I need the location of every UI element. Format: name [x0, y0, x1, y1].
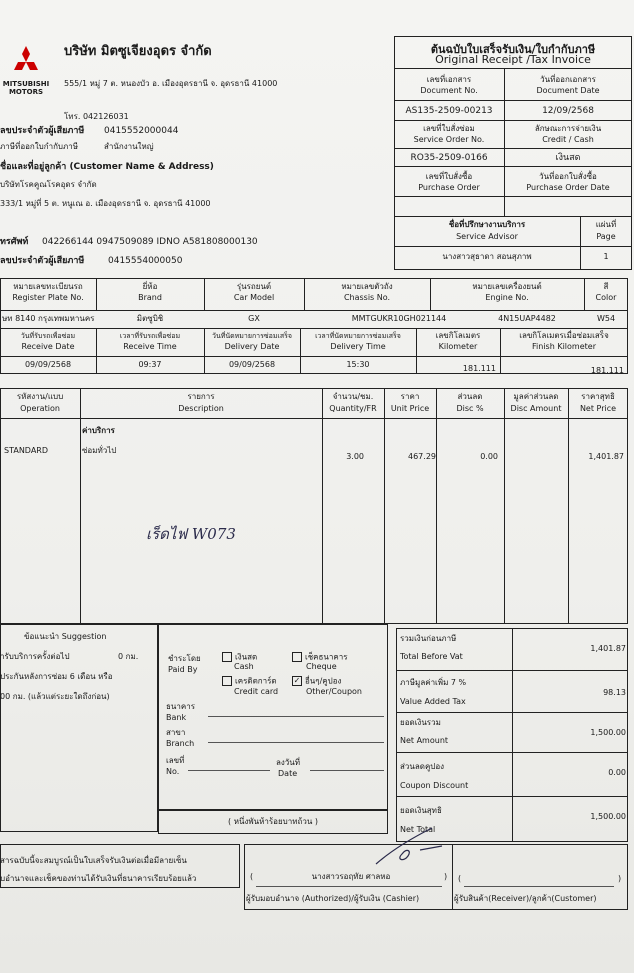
model-th: รุ่นรถยนต์: [236, 282, 272, 291]
so-value: RO35-2509-0166: [410, 153, 488, 163]
credit-option[interactable]: เครดิตการ์ด: [222, 676, 277, 687]
deliv-time-th: เวลาที่นัดหมายการซ่อมเสร็จ: [315, 332, 401, 340]
item-net: 1,401.87: [588, 452, 624, 461]
paid-by-th: ชำระโดย: [168, 654, 201, 663]
chassis-th: หมายเลขตัวถัง: [341, 282, 393, 291]
cashier-name: นางสาวรอฤทัย ศาลหอ: [311, 872, 391, 881]
col-qty-en: Quantity/FR: [329, 404, 377, 413]
col-net-en: Net Price: [579, 404, 617, 413]
item-qty: 3.00: [346, 452, 364, 461]
sa-en: Service Advisor: [456, 232, 518, 241]
no-en: No.: [166, 767, 180, 776]
so-th: เลขที่ใบสั่งซ่อม: [423, 124, 475, 133]
col-damt-en: Disc Amount: [510, 404, 562, 413]
deliv-time-en: Delivery Time: [330, 342, 386, 351]
company-taxid: 0415552000044: [104, 126, 179, 136]
km-value: 181.111: [462, 364, 496, 373]
items-table: [0, 388, 628, 624]
recv-date-en: Receive Date: [21, 342, 75, 351]
signature-scribble: [372, 820, 468, 870]
other-checkbox[interactable]: ✓: [293, 676, 301, 685]
recv-time-en: Receive Time: [123, 342, 177, 351]
deliv-date-value: 09/09/2568: [228, 360, 276, 369]
so-en: Service Order No.: [413, 135, 485, 144]
footer-note1: สารฉบับนี้จะสมบูรณ์เป็นใบเสร็จรับเงินต่อเมื่อมีลายเซ็น: [0, 856, 187, 865]
col-net-th: ราคาสุทธิ: [581, 392, 615, 401]
amount-words: ( หนึ่งพันห้าร้อยบาทถ้วน ): [228, 817, 318, 826]
company-name: บริษัท มิตซูเจียงอุดร จำกัด: [64, 44, 212, 59]
bank-en: Bank: [166, 713, 187, 722]
doc-no-en: Document No.: [420, 86, 478, 95]
col-damt-th: มูลค่าส่วนลด: [513, 392, 559, 401]
cheque-option[interactable]: เช็คธนาคาร: [292, 652, 348, 663]
engine-value: 4N15UAP4482: [498, 314, 556, 323]
no-th: เลขที่: [166, 756, 185, 765]
po-th: เลขที่ใบสั่งซื้อ: [425, 172, 473, 181]
doc-date-th: วันที่ออกเอกสาร: [540, 75, 596, 84]
item-desc1: ค่าบริการ: [82, 426, 115, 435]
reg-en: Register Plate No.: [12, 293, 84, 302]
cashier-paren-close: ): [444, 872, 448, 881]
customer-tel: 042266144 0947509089 IDNO A581808000130: [42, 237, 258, 247]
col-qty-th: จำนวน/ชม.: [332, 392, 374, 401]
bank-th: ธนาคาร: [166, 702, 195, 711]
deliv-date-en: Delivery Date: [224, 342, 280, 351]
pay-en: Credit / Cash: [542, 135, 594, 144]
sa-value: นางสาวสุธาดา สอนสุภาพ: [442, 252, 532, 261]
company-branch: สำนักงานใหญ่: [104, 142, 154, 151]
suggestion-line1: ารับบริการครั้งต่อไป: [0, 652, 70, 661]
col-disc-en: Disc %: [456, 404, 484, 413]
col-desc-th: รายการ: [187, 392, 215, 401]
company-taxid-label: ลขประจำตัวผู้เสียภาษี: [0, 126, 85, 136]
cash-checkbox[interactable]: [222, 652, 232, 662]
customer-taxid: 0415554000050: [108, 256, 183, 266]
customer-header: ชื่อและที่อยู่ลูกค้า (Customer Name & Address): [0, 162, 214, 172]
cheque-en: Cheque: [306, 662, 337, 671]
page-en: Page: [596, 232, 616, 241]
deliv-time-value: 15:30: [346, 360, 370, 369]
col-disc-th: ส่วนลด: [457, 392, 483, 401]
km-en: Kilometer: [438, 342, 478, 351]
page-value: 1: [603, 252, 609, 261]
recv-date-th: วันที่รับรถเพื่อซ่อม: [20, 332, 76, 340]
credit-checkbox[interactable]: [222, 676, 232, 686]
paid-by-en: Paid By: [168, 665, 198, 674]
footer-note2: บอำนาจและเช็คของท่านได้รับเงินที่ธนาคารเรียบร้อยแล้ว: [0, 874, 197, 883]
color-en: Color: [595, 293, 617, 302]
payment-box: [158, 624, 388, 810]
brand-th: ยี่ห้อ: [142, 282, 158, 291]
fkm-th: เลขกิโลเมตรเมื่อซ่อมเสร็จ: [519, 331, 609, 340]
deliv-date-th: วันที่นัดหมายการซ่อมเสร็จ: [212, 332, 292, 340]
color-th: สี: [603, 282, 609, 291]
customer-label: ผู้รับสินค้า(Receiver)/ลูกค้า(Customer): [454, 894, 597, 903]
cash-option[interactable]: เงินสด: [222, 652, 257, 663]
cash-en: Cash: [234, 662, 254, 671]
sa-th: ชื่อที่ปรึกษางานบริการ: [448, 220, 526, 229]
pay-value: เงินสด: [555, 153, 581, 163]
customer-taxid-label: ลขประจำตัวผู้เสียภาษี: [0, 256, 85, 266]
reg-value: ษท 8140 กรุงเทพมหานคร: [2, 314, 95, 323]
doc-date: 12/09/2568: [542, 106, 594, 116]
doc-no-th: เลขที่เอกสาร: [426, 75, 472, 84]
other-option[interactable]: ✓ อื่นๆ/คูปอง: [293, 676, 342, 686]
company-address: 555/1 หมู่ 7 ต. หนองบัว อ. เมืองอุดรธานี จ. อุดรธานี 41000: [64, 79, 278, 88]
page-th: แผ่นที่: [595, 220, 617, 229]
customer-name: บริษัทโรคคูณโรคอุดร จำกัด: [0, 180, 97, 189]
company-tel: โทร. 042126031: [64, 112, 129, 121]
item-disc: 0.00: [480, 452, 498, 461]
col-price-en: Unit Price: [390, 404, 430, 413]
fkm-en: Finish Kilometer: [532, 342, 596, 351]
company-branch-label: ภาษีที่ออกใบกำกับภาษี: [0, 142, 79, 151]
col-op-th: รหัสงาน/แบบ: [16, 392, 64, 401]
doc-title-en: Original Receipt /Tax Invoice: [435, 53, 591, 66]
po-en: Purchase Order: [418, 183, 480, 192]
brand-en: Brand: [138, 293, 162, 302]
model-en: Car Model: [233, 293, 275, 302]
color-value: W54: [596, 314, 616, 323]
doc-no: AS135-2509-00213: [405, 106, 493, 116]
fkm-value: 181.111: [590, 366, 624, 375]
cashier-paren-open: (: [250, 872, 254, 881]
col-op-en: Operation: [20, 404, 60, 413]
engine-en: Engine No.: [485, 293, 529, 302]
branch-en: Branch: [166, 739, 195, 748]
engine-th: หมายเลขเครื่องยนต์: [472, 282, 542, 291]
other-en: Other/Coupon: [306, 687, 363, 696]
suggestion-line2: ประกันหลังการซ่อม 6 เดือน หรือ: [0, 672, 113, 681]
po-date-en: Purchase Order Date: [526, 183, 610, 192]
branch-th: สาขา: [166, 728, 186, 737]
item-op: STANDARD: [4, 446, 49, 455]
item-price: 467.29: [408, 452, 436, 461]
recv-time-th: เวลาที่รับรถเพื่อซ่อม: [119, 332, 181, 340]
receipt-paper: MITSUBISHI MOTORS บริษัท มิตซูเจียงอุดร จำกัด 555/1 หมู่ 7 ต. หนองบัว อ. เมืองอุดรธานี จ. อุดรธานี 41000 โทร. 042126031 ลขประจำตัวผู้เสียภาษี 0415552000044 ภาษีที่ออกใบกำกับภาษี สำนักงานใหญ่ ชื่อและที่อยู่ลูกค้า (Customer Name & Address) บริษัทโรคคูณโรคอุดร จำกัด 333/1 หมู่ที่ 5 ต. หนูเณ อ. เมืองอุดรธานี จ. อุดรธานี 41000 ทรศัพท์ 042266144 0947509089 IDNO A581808000130 ลขประจำตัวผู้เสียภาษี 0415554000050 ต้นฉบับใบเสร็จรับเงิน/ใบกำกับภาษี Original Receipt /Tax Invoice เลขที่เอกสาร Document No. วันที่ออกเอกสาร Document Date AS135-2509-00213 12/09/2568 เลขที่ใบสั่งซ่อม Service Order No. ลักษณะการจ่ายเงิน Credit / Cash RO35-2509-0166 เงินสด เลขที่ใบสั่งซื้อ Purchase Order วันที่ออกใบสั่งซื้อ Purchase Order Date ชื่อที่ปรึกษางานบริการ Service Advisor แผ่นที่ Page นางสาวสุธาดา สอนสุภาพ 1 หมายเลขทะเบียนรถ Register Plate No. ยี่ห้อ Brand รุ่นรถยนต์ Car Model หมายเลขตัวถัง Chassis No. หมายเลขเครื่องยนต์ Engine No. สี Color ษท 8140 กรุงเทพมหานคร มิตซูบิชิ GX MMTGUKR10GH021144 4N15UAP4482 W54 วันที่รับรถเพื่อซ่อม Receive Date เวลาที่รับรถเพื่อซ่อม Receive Time วันที่นัดหมายการซ่อมเสร็จ Delivery Date เวลาที่นัดหมายการซ่อมเสร็จ Delivery Time เลขกิโลเมตร Kilometer เลขกิโลเมตรเมื่อซ่อมเสร็จ Finish Kilometer 09/09/2568 09:37 09/09/2568 15:30 181.111 181.111 รหัสงาน/แบบ Operation รายการ Description จำนวน/ชม. Quantity/FR ราคา Unit Price ส่วนลด Disc % มูลค่าส่วนลด Disc Amount ราคาสุทธิ Net Price STANDARD ค่าบริการ ซ่อมทั่วไป 3.00 467.29 0.00 1,401.87 เร็ดไฟ W073 ข้อแนะนำ Suggestion ารับบริการครั้งต่อไป 0 กม. ประกันหลังการซ่อม 6 เดือน หรือ 00 กม. (แล้วแต่ระยะใดถึงก่อน) ชำระโดย Paid By เงินสด Cash เช็คธนาคาร Cheque เครดิตการ์ด Credit card ✓ อื่นๆ/คูปอง Other/Coupon ธนาคาร Bank สาขา Branch เลขที่ No. ลงวันที่ Date ( หนึ่งพันห้าร้อยบาทถ้วน ) รวมเงินก่อนภาษี Total Before Vat 1,401.87 ภาษีมูลค่าเพิ่ม 7 % Value Added Tax 98.13 ยอดเงินรวม Net Amount 1,500.00 ส่วนลดคูปอง Coupon Discount 0.00 ยอดเงินสุทธิ Net Total 1,500.00 สารฉบับนี้จะสมบูรณ์เป็นใบเสร็จรับเงินต่อเมื่อมีลายเซ็น บอำนาจและเช็คของท่านได้รับเงินที่ธนาคารเรียบร้อยแล้ว ( นางสาวรอฤทัย ศาลหอ ) ผู้รับมอบอำนาจ (Authorized)/ผู้รับเงิน (Cashier) ( ) ผู้รับสินค้า(Receiver)/ลูกค้า(Customer): [0, 0, 634, 973]
suggestion-line3: 00 กม. (แล้วแต่ระยะใดถึงก่อน): [0, 692, 110, 701]
col-desc-en: Description: [178, 404, 224, 413]
col-price-th: ราคา: [400, 392, 420, 401]
chassis-value: MMTGUKR10GH021144: [351, 314, 447, 323]
logo-text: MITSUBISHI MOTORS: [2, 80, 50, 96]
mitsubishi-logo: [6, 44, 46, 80]
customer-address: 333/1 หมู่ที่ 5 ต. หนูเณ อ. เมืองอุดรธานี จ. อุดรธานี 41000: [0, 199, 211, 208]
doc-date-en: Document Date: [536, 86, 600, 95]
po-date-th: วันที่ออกใบสั่งซื้อ: [539, 172, 597, 181]
pay-th: ลักษณะการจ่ายเงิน: [534, 124, 602, 133]
suggestion-title: ข้อแนะนำ Suggestion: [24, 632, 107, 641]
recv-date-value: 09/09/2568: [24, 360, 72, 369]
brand-value: มิตซูบิชิ: [136, 314, 164, 323]
handwritten-note: เร็ดไฟ W073: [146, 525, 236, 543]
model-value: GX: [248, 314, 260, 323]
reg-th: หมายเลขทะเบียนรถ: [13, 282, 83, 291]
cheque-checkbox[interactable]: [292, 652, 302, 662]
item-desc2: ซ่อมทั่วไป: [82, 446, 117, 455]
credit-en: Credit card: [234, 687, 279, 696]
customer-tel-label: ทรศัพท์: [0, 237, 29, 247]
suggestion-line1-val: 0 กม.: [118, 652, 139, 661]
date-th: ลงวันที่: [276, 758, 301, 767]
customer-paren-close: ): [618, 874, 622, 883]
doc-title-th: ต้นฉบับใบเสร็จรับเงิน/ใบกำกับภาษี: [430, 43, 596, 56]
date-en: Date: [278, 769, 298, 778]
recv-time-value: 09:37: [138, 360, 162, 369]
chassis-en: Chassis No.: [343, 293, 391, 302]
customer-paren-open: (: [458, 874, 462, 883]
km-th: เลขกิโลเมตร: [435, 331, 481, 340]
cashier-label: ผู้รับมอบอำนาจ (Authorized)/ผู้รับเงิน (Cashier): [246, 894, 420, 903]
